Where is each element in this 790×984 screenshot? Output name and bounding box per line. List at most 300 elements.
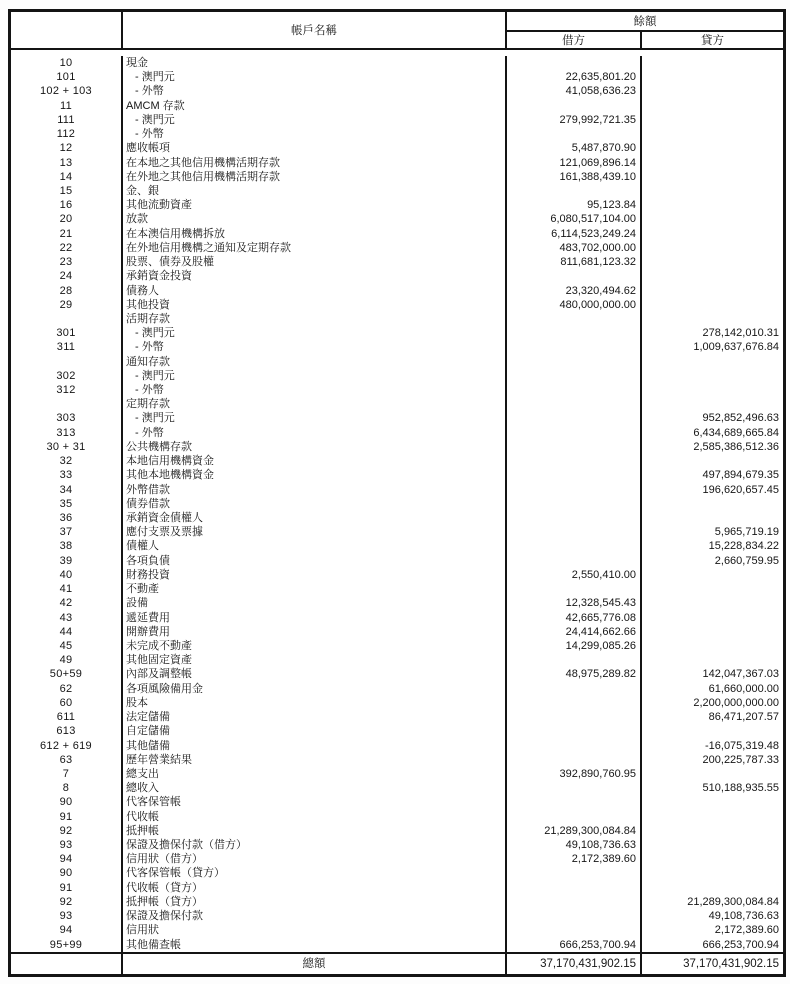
table-row — [11, 667, 783, 681]
total-debit: 37,170,431,902.15 — [505, 954, 640, 974]
account-name: 其他備查帳 — [121, 938, 505, 952]
debit-amount: 22,635,801.20 — [505, 70, 640, 84]
account-code: 92 — [59, 895, 73, 908]
debit-amount — [505, 923, 640, 937]
account-code: 102 + 103 — [40, 85, 92, 98]
table-row — [11, 269, 783, 283]
debit-amount — [505, 554, 640, 568]
account-code: 42 — [59, 597, 73, 610]
table-row — [11, 895, 783, 909]
account-name: 代收帳（貸方） — [121, 881, 505, 895]
account-name: 現金 — [121, 56, 505, 70]
trial-balance-table — [8, 9, 786, 977]
table-row — [11, 312, 783, 326]
account-code: 23 — [59, 256, 73, 269]
credit-amount — [640, 639, 783, 653]
total-credit: 37,170,431,902.15 — [640, 954, 783, 974]
account-name: 金、銀 — [121, 184, 505, 198]
table-row — [11, 141, 783, 155]
table-row — [11, 781, 783, 795]
debit-amount — [505, 696, 640, 710]
account-name: - 澳門元 — [121, 70, 505, 84]
table-row — [11, 881, 783, 895]
account-name: 應收帳項 — [121, 141, 505, 155]
debit-amount — [505, 881, 640, 895]
table-row — [11, 326, 783, 340]
table-row — [11, 511, 783, 525]
credit-amount — [640, 838, 783, 852]
credit-amount — [640, 596, 783, 610]
account-code: 30 + 31 — [46, 440, 86, 453]
account-code — [11, 355, 121, 369]
account-name: 承銷資金投資 — [121, 269, 505, 283]
credit-amount — [640, 881, 783, 895]
account-name: 股票、債券及股權 — [121, 255, 505, 269]
credit-amount — [640, 369, 783, 383]
credit-amount: 86,471,207.57 — [640, 710, 783, 724]
credit-amount: 2,172,389.60 — [640, 923, 783, 937]
account-name: 代客保管帳（貸方） — [121, 866, 505, 880]
debit-amount — [505, 312, 640, 326]
credit-amount: 61,660,000.00 — [640, 682, 783, 696]
account-name: 債務人 — [121, 284, 505, 298]
debit-amount: 95,123.84 — [505, 198, 640, 212]
table-row — [11, 710, 783, 724]
account-name: 保證及擔保付款 — [121, 909, 505, 923]
account-code: 93 — [59, 839, 73, 852]
account-code: 45 — [59, 639, 73, 652]
account-code: 11 — [59, 99, 73, 112]
header-code-cell — [11, 12, 121, 48]
credit-amount: 2,660,759.95 — [640, 554, 783, 568]
debit-amount: 6,080,517,104.00 — [505, 212, 640, 226]
debit-amount — [505, 355, 640, 369]
table-row — [11, 639, 783, 653]
account-name: 各項負債 — [121, 554, 505, 568]
debit-amount: 14,299,085.26 — [505, 639, 640, 653]
debit-amount — [505, 340, 640, 354]
account-name: 債權人 — [121, 539, 505, 553]
account-code: 37 — [59, 526, 73, 539]
account-name: 本地信用機構資金 — [121, 454, 505, 468]
account-name: 在本澳信用機構拆放 — [121, 227, 505, 241]
account-name: 定期存款 — [121, 397, 505, 411]
table-row — [11, 539, 783, 553]
account-code: 29 — [59, 298, 73, 311]
account-name: - 外幣 — [121, 84, 505, 98]
table-row — [11, 866, 783, 880]
account-code: 90 — [59, 796, 73, 809]
account-name: 公共機構存款 — [121, 440, 505, 454]
debit-amount: 6,114,523,249.24 — [505, 227, 640, 241]
account-name: 總收入 — [121, 781, 505, 795]
account-code: 43 — [59, 611, 73, 624]
account-name: 在外地信用機構之通知及定期存款 — [121, 241, 505, 255]
debit-amount — [505, 497, 640, 511]
table-row — [11, 298, 783, 312]
debit-amount — [505, 326, 640, 340]
table-header — [11, 12, 783, 50]
debit-amount — [505, 56, 640, 70]
table-row — [11, 397, 783, 411]
table-row — [11, 938, 783, 952]
account-name: - 澳門元 — [121, 369, 505, 383]
credit-amount: 666,253,700.94 — [640, 938, 783, 952]
account-name: 內部及調整帳 — [121, 667, 505, 681]
total-code-cell — [11, 954, 121, 974]
account-name: 信用狀 — [121, 923, 505, 937]
table-row — [11, 184, 783, 198]
credit-amount — [640, 568, 783, 582]
credit-amount: 2,200,000,000.00 — [640, 696, 783, 710]
account-code: 40 — [59, 568, 73, 581]
account-name: 應付支票及票據 — [121, 525, 505, 539]
table-row — [11, 525, 783, 539]
account-code: 92 — [59, 824, 73, 837]
table-row — [11, 810, 783, 824]
credit-amount — [640, 255, 783, 269]
table-row — [11, 255, 783, 269]
credit-amount — [640, 824, 783, 838]
credit-amount: 200,225,787.33 — [640, 753, 783, 767]
debit-amount — [505, 269, 640, 283]
credit-amount: 21,289,300,084.84 — [640, 895, 783, 909]
account-code: 91 — [59, 881, 73, 894]
account-code: 8 — [62, 782, 70, 795]
account-name: 活期存款 — [121, 312, 505, 326]
account-code: 60 — [59, 696, 73, 709]
table-row — [11, 753, 783, 767]
account-name: 股本 — [121, 696, 505, 710]
debit-amount — [505, 426, 640, 440]
account-code — [11, 312, 121, 326]
debit-amount — [505, 99, 640, 113]
credit-amount — [640, 866, 783, 880]
credit-amount: 1,009,637,676.84 — [640, 340, 783, 354]
table-row — [11, 383, 783, 397]
account-code: 36 — [59, 512, 73, 524]
account-code: 101 — [56, 71, 76, 84]
account-code: 94 — [59, 853, 73, 866]
credit-amount — [640, 70, 783, 84]
account-code: 50+59 — [49, 668, 83, 681]
table-row — [11, 909, 783, 923]
table-row — [11, 156, 783, 170]
credit-amount: 952,852,496.63 — [640, 411, 783, 425]
debit-amount: 48,975,289.82 — [505, 667, 640, 681]
credit-amount — [640, 511, 783, 525]
debit-amount — [505, 539, 640, 553]
account-code: 93 — [59, 910, 73, 923]
table-row — [11, 468, 783, 482]
account-name: 其他儲備 — [121, 739, 505, 753]
account-name: - 外幣 — [121, 127, 505, 141]
account-name: 在本地之其他信用機構活期存款 — [121, 156, 505, 170]
account-code: 33 — [59, 469, 73, 482]
account-code: 95+99 — [49, 938, 83, 951]
debit-amount — [505, 753, 640, 767]
account-code: 612 + 619 — [40, 739, 92, 752]
account-code: 313 — [56, 426, 76, 439]
account-name: AMCM 存款 — [121, 99, 505, 113]
header-credit: 貸方 — [640, 32, 783, 48]
account-name: 設備 — [121, 596, 505, 610]
credit-amount — [640, 312, 783, 326]
table-row — [11, 212, 783, 226]
account-name: 歷年營業結果 — [121, 753, 505, 767]
account-name: - 外幣 — [121, 426, 505, 440]
account-code: 112 — [56, 128, 76, 141]
account-name: 總支出 — [121, 767, 505, 781]
account-code: 14 — [59, 170, 73, 183]
credit-amount — [640, 653, 783, 667]
table-row — [11, 682, 783, 696]
table-row — [11, 284, 783, 298]
debit-amount — [505, 781, 640, 795]
credit-amount: 196,620,657.45 — [640, 483, 783, 497]
account-name: 不動產 — [121, 582, 505, 596]
table-row — [11, 241, 783, 255]
table-body — [11, 50, 783, 952]
debit-amount: 24,414,662.66 — [505, 625, 640, 639]
debit-amount — [505, 127, 640, 141]
table-row — [11, 724, 783, 738]
account-code: 301 — [56, 327, 76, 340]
credit-amount — [640, 184, 783, 198]
credit-amount — [640, 355, 783, 369]
debit-amount — [505, 454, 640, 468]
table-row — [11, 739, 783, 753]
debit-amount: 41,058,636.23 — [505, 84, 640, 98]
debit-amount — [505, 483, 640, 497]
debit-amount — [505, 369, 640, 383]
account-code: 62 — [59, 682, 73, 695]
account-name: 債券借款 — [121, 497, 505, 511]
account-name: 抵押帳（貸方） — [121, 895, 505, 909]
debit-amount — [505, 383, 640, 397]
credit-amount: 497,894,679.35 — [640, 468, 783, 482]
account-name: 放款 — [121, 212, 505, 226]
debit-amount — [505, 682, 640, 696]
account-name: 承銷資金債權人 — [121, 511, 505, 525]
account-code: 111 — [57, 113, 75, 126]
table-row — [11, 696, 783, 710]
table-row — [11, 127, 783, 141]
table-row — [11, 454, 783, 468]
account-code: 611 — [56, 711, 76, 724]
table-row — [11, 568, 783, 582]
table-row — [11, 611, 783, 625]
account-code: 44 — [59, 625, 73, 638]
debit-amount — [505, 184, 640, 198]
credit-amount — [640, 156, 783, 170]
credit-amount — [640, 298, 783, 312]
account-name: 其他投資 — [121, 298, 505, 312]
table-row — [11, 497, 783, 511]
credit-amount — [640, 724, 783, 738]
credit-amount — [640, 170, 783, 184]
account-code: 302 — [56, 369, 76, 382]
table-row — [11, 369, 783, 383]
debit-amount: 392,890,760.95 — [505, 767, 640, 781]
credit-amount — [640, 795, 783, 809]
account-code: 312 — [56, 384, 76, 397]
table-row — [11, 795, 783, 809]
table-row — [11, 113, 783, 127]
debit-amount — [505, 440, 640, 454]
credit-amount — [640, 582, 783, 596]
account-code: 41 — [59, 583, 73, 596]
account-code: 49 — [59, 654, 73, 667]
debit-amount — [505, 710, 640, 724]
header-account-name: 帳戶名稱 — [121, 12, 505, 48]
account-code: 24 — [59, 270, 73, 283]
credit-amount — [640, 284, 783, 298]
account-code: 16 — [59, 199, 73, 212]
credit-amount — [640, 810, 783, 824]
debit-amount — [505, 397, 640, 411]
account-name: 各項風險備用金 — [121, 682, 505, 696]
table-row — [11, 170, 783, 184]
debit-amount: 666,253,700.94 — [505, 938, 640, 952]
account-code: 39 — [59, 554, 73, 567]
credit-amount — [640, 99, 783, 113]
debit-amount: 2,172,389.60 — [505, 852, 640, 866]
header-balance: 餘額 — [505, 12, 783, 32]
credit-amount: 278,142,010.31 — [640, 326, 783, 340]
debit-amount: 49,108,736.63 — [505, 838, 640, 852]
debit-amount: 21,289,300,084.84 — [505, 824, 640, 838]
debit-amount — [505, 739, 640, 753]
credit-amount — [640, 113, 783, 127]
debit-amount — [505, 525, 640, 539]
account-name: 在外地之其他信用機構活期存款 — [121, 170, 505, 184]
account-code: 34 — [59, 483, 73, 496]
credit-amount — [640, 611, 783, 625]
debit-amount — [505, 511, 640, 525]
table-row — [11, 227, 783, 241]
account-code: 311 — [56, 341, 76, 354]
table-row — [11, 923, 783, 937]
credit-amount: 15,228,834.22 — [640, 539, 783, 553]
account-name: 抵押帳 — [121, 824, 505, 838]
credit-amount: -16,075,319.48 — [640, 739, 783, 753]
account-code: 12 — [59, 142, 73, 155]
account-name: - 外幣 — [121, 383, 505, 397]
debit-amount — [505, 653, 640, 667]
table-row — [11, 852, 783, 866]
account-code: 10 — [59, 57, 73, 69]
total-row — [11, 952, 783, 974]
credit-amount — [640, 227, 783, 241]
account-name: 遞延費用 — [121, 611, 505, 625]
debit-amount: 161,388,439.10 — [505, 170, 640, 184]
account-code — [11, 397, 121, 411]
account-code: 35 — [59, 497, 73, 510]
account-code: 7 — [62, 767, 70, 780]
account-name: 其他流動資產 — [121, 198, 505, 212]
credit-amount — [640, 56, 783, 70]
table-row — [11, 767, 783, 781]
credit-amount — [640, 497, 783, 511]
table-row — [11, 824, 783, 838]
table-row — [11, 426, 783, 440]
account-code: 20 — [59, 213, 73, 226]
credit-amount: 49,108,736.63 — [640, 909, 783, 923]
credit-amount — [640, 84, 783, 98]
credit-amount — [640, 212, 783, 226]
account-name: 外幣借款 — [121, 483, 505, 497]
table-row — [11, 70, 783, 84]
credit-amount — [640, 397, 783, 411]
credit-amount: 2,585,386,512.36 — [640, 440, 783, 454]
account-name: 其他固定資產 — [121, 653, 505, 667]
account-name: 代客保管帳 — [121, 795, 505, 809]
table-row — [11, 838, 783, 852]
account-name: 法定儲備 — [121, 710, 505, 724]
account-name: 信用狀（借方） — [121, 852, 505, 866]
table-row — [11, 355, 783, 369]
account-code: 21 — [59, 227, 73, 240]
total-label: 總額 — [121, 954, 505, 974]
table-row — [11, 554, 783, 568]
credit-amount — [640, 241, 783, 255]
account-code: 63 — [59, 753, 73, 766]
debit-amount: 480,000,000.00 — [505, 298, 640, 312]
debit-amount: 5,487,870.90 — [505, 141, 640, 155]
debit-amount — [505, 468, 640, 482]
table-row — [11, 340, 783, 354]
credit-amount — [640, 852, 783, 866]
account-code: 303 — [56, 412, 76, 425]
debit-amount: 121,069,896.14 — [505, 156, 640, 170]
debit-amount: 279,992,721.35 — [505, 113, 640, 127]
credit-amount — [640, 383, 783, 397]
credit-amount: 5,965,719.19 — [640, 525, 783, 539]
debit-amount: 23,320,494.62 — [505, 284, 640, 298]
debit-amount — [505, 724, 640, 738]
account-name: 未完成不動產 — [121, 639, 505, 653]
account-name: 自定儲備 — [121, 724, 505, 738]
table-row — [11, 596, 783, 610]
debit-amount — [505, 909, 640, 923]
credit-amount: 142,047,367.03 — [640, 667, 783, 681]
credit-amount — [640, 625, 783, 639]
header-debit: 借方 — [505, 32, 640, 48]
account-code: 94 — [59, 924, 73, 937]
debit-amount — [505, 895, 640, 909]
table-row — [11, 653, 783, 667]
credit-amount — [640, 198, 783, 212]
credit-amount — [640, 767, 783, 781]
account-code: 613 — [56, 725, 76, 738]
account-code: 13 — [59, 156, 73, 169]
credit-amount — [640, 127, 783, 141]
table-row — [11, 198, 783, 212]
table-row — [11, 483, 783, 497]
table-row — [11, 56, 783, 70]
account-code: 28 — [59, 284, 73, 297]
debit-amount: 12,328,545.43 — [505, 596, 640, 610]
credit-amount: 6,434,689,665.84 — [640, 426, 783, 440]
table-row — [11, 99, 783, 113]
account-name: - 澳門元 — [121, 326, 505, 340]
account-name: 代收帳 — [121, 810, 505, 824]
account-name: - 澳門元 — [121, 411, 505, 425]
account-name: 財務投資 — [121, 568, 505, 582]
debit-amount — [505, 866, 640, 880]
table-row — [11, 582, 783, 596]
